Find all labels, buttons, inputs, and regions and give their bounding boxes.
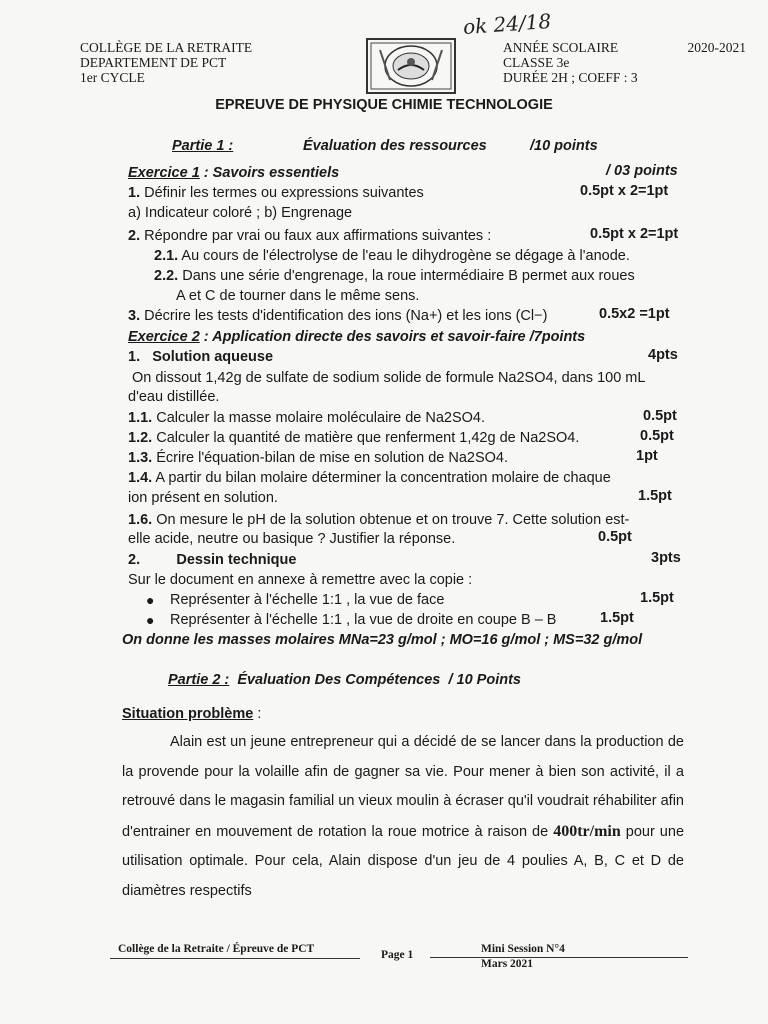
rotation-speed: 400tr/min: [553, 822, 621, 840]
partie2-heading: Partie 2 : Évaluation Des Compétences / 10 Points: [168, 672, 521, 688]
exam-title: EPREUVE DE PHYSIQUE CHIMIE TECHNOLOGIE: [215, 97, 553, 113]
footer-rule-left: [110, 958, 360, 959]
solution-intro: On dissout 1,42g de sulfate de sodium solide de formule Na2SO4, dans 100 mL: [132, 370, 646, 386]
class-label: CLASSE 3e: [503, 55, 570, 70]
duration-coeff: DURÉE 2H ; COEFF : 3: [503, 70, 638, 85]
school-year-value: 2020-2021: [687, 40, 746, 55]
question-1-3: 1.3. Écrire l'équation-bilan de mise en solution de Na2SO4.: [128, 450, 508, 466]
situation-paragraph: Alain est un jeune entrepreneur qui a décidé de se lancer dans la production de la provende pour la volaille afin de gagner sa vie. Pour mener à bien son activité, il a retrouvé dans le magasin familial un vieux moulin à écraser qu'il voudrait réhabiliter afin d'entrainer en mouvement de rotation la roue motrice à raison de 400tr/min pour une utilisation optimale. Pour cela, Alain dispose d'un jeu de 4 poulies A, B, C et D de diamètres respectifs: [122, 734, 685, 899]
cycle-label: 1er CYCLE: [80, 70, 145, 85]
question-2-1: 2.1. Au cours de l'électrolyse de l'eau le dihydrogène se dégage à l'anode.: [154, 248, 630, 264]
section-solution-points: 4pts: [648, 347, 678, 363]
question-1-1-points: 0.5pt: [643, 408, 677, 424]
school-name: COLLÈGE DE LA RETRAITE: [80, 40, 253, 55]
page-number: Page 1: [381, 949, 414, 961]
question-1-points: 0.5pt x 2=1pt: [580, 183, 669, 199]
question-1-6: 1.6. On mesure le pH de la solution obtenue et on trouve 7. Cette solution est-: [128, 512, 630, 528]
question-2-2: 2.2. Dans une série d'engrenage, la roue intermédiaire B permet aux roues: [154, 268, 635, 284]
question-1-4: 1.4. A partir du bilan molaire déterminer la concentration molaire de chaque: [128, 470, 611, 486]
drawing-task-1: Représenter à l'échelle 1:1 , la vue de face: [170, 592, 445, 608]
situation-title: Situation problème :: [122, 706, 262, 722]
exercise1-points: / 03 points: [606, 163, 678, 179]
question-1-4-points: 1.5pt: [638, 488, 672, 504]
drawing-task-1-points: 1.5pt: [640, 590, 674, 606]
partie1-label: Partie 1 :: [172, 138, 234, 154]
section-drawing-points: 3pts: [651, 550, 681, 566]
exercise2-heading: Exercice 2 : Application directe des savoirs et savoir-faire /7points: [128, 329, 586, 345]
school-header: [80, 40, 252, 85]
question-3-points: 0.5x2 =1pt: [599, 306, 670, 322]
partie1-name: Évaluation des ressources: [303, 138, 487, 154]
drawing-task-2-points: 1.5pt: [600, 610, 634, 626]
bullet-icon: ●: [146, 592, 155, 608]
question-1-4-cont: ion présent en solution.: [128, 490, 278, 506]
drawing-intro: Sur le document en annexe à remettre avec la copie :: [128, 572, 473, 588]
footer-school: Collège de la Retraite / Épreuve de PCT: [118, 943, 315, 955]
school-year-label: ANNÉE SCOLAIRE: [503, 40, 619, 55]
footer-rule-right: [430, 957, 688, 958]
question-1-3-points: 1pt: [636, 448, 658, 464]
question-1-2: 1.2. Calculer la quantité de matière que renferment 1,42g de Na2SO4.: [128, 430, 580, 446]
question-1-6-cont: elle acide, neutre ou basique ? Justifier la réponse.: [128, 531, 456, 547]
question-3: 3. Décrire les tests d'identification des ions (Na+) et les ions (Cl−): [128, 308, 548, 324]
partie1-points: /10 points: [530, 138, 598, 154]
question-1: 1. Définir les termes ou expressions suivantes: [128, 185, 424, 201]
molar-masses-note: On donne les masses molaires MNa=23 g/mol ; MO=16 g/mol ; MS=32 g/mol: [122, 632, 643, 648]
bullet-icon: ●: [146, 612, 155, 628]
question-1-2-points: 0.5pt: [640, 428, 674, 444]
question-1-6-points: 0.5pt: [598, 529, 632, 545]
footer-session: Mini Session N°4: [481, 943, 565, 955]
question-1-1: 1.1. Calculer la masse molaire moléculaire de Na2SO4.: [128, 410, 486, 426]
department-name: DEPARTEMENT DE PCT: [80, 55, 227, 70]
question-2-2-cont: A et C de tourner dans le même sens.: [176, 288, 420, 304]
drawing-task-2: Représenter à l'échelle 1:1 , la vue de droite en coupe B – B: [170, 612, 557, 628]
exam-meta: [503, 40, 746, 85]
question-2-points: 0.5pt x 2=1pt: [590, 226, 679, 242]
question-2: 2. Répondre par vrai ou faux aux affirmations suivantes :: [128, 228, 492, 244]
question-1-items: a) Indicateur coloré ; b) Engrenage: [128, 205, 353, 221]
handwritten-annotation: ok 24/18: [462, 8, 552, 40]
school-logo: [366, 38, 456, 94]
section-solution: 1. Solution aqueuse: [128, 349, 274, 365]
exercise1-heading: Exercice 1 : Savoirs essentiels: [128, 165, 340, 181]
solution-intro-cont: d'eau distillée.: [128, 389, 220, 405]
footer-date: Mars 2021: [481, 958, 534, 970]
section-drawing: 2. Dessin technique: [128, 552, 297, 568]
